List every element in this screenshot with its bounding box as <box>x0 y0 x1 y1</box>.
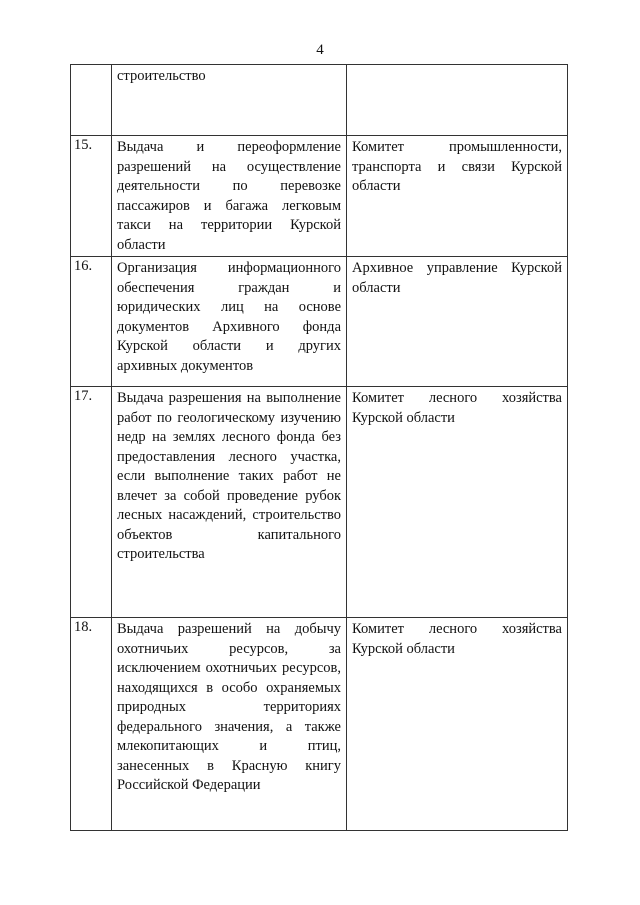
service-description: строительство <box>112 65 347 136</box>
table-row <box>71 618 568 831</box>
responsible-authority: Комитет лесного хозяйства Курской области <box>347 618 568 831</box>
service-description: Выдача разрешений на добычу охотничьих ресурсов, за исключением охотничьих ресурсов, находящихся в особо охраняемых природных территориях федерального значения, а также млекопитающих и птиц, занесенных в Красную книгу Российской Федерации <box>112 618 347 831</box>
row-number: 15. <box>71 136 112 257</box>
row-number <box>71 65 112 136</box>
service-description: Организация информационного обеспечения граждан и юридических лиц на основе документов Архивного фонда Курской области и других архивных документов <box>112 257 347 387</box>
row-number: 16. <box>71 257 112 387</box>
table-row <box>71 65 568 136</box>
row-number: 18. <box>71 618 112 831</box>
responsible-authority: Архивное управление Курской области <box>347 257 568 387</box>
responsible-authority: Комитет лесного хозяйства Курской области <box>347 387 568 618</box>
responsible-authority: Комитет промышленности, транспорта и связи Курской области <box>347 136 568 257</box>
row-number: 17. <box>71 387 112 618</box>
table-row <box>71 387 568 618</box>
table-row <box>71 136 568 257</box>
table-row <box>71 257 568 387</box>
services-table <box>70 64 568 831</box>
responsible-authority <box>347 65 568 136</box>
service-description: Выдача разрешения на выполнение работ по геологическому изучению недр на землях лесного фонда без предоставления лесного участка, если выполнение таких работ не влечет за собой проведение рубок лесных насаждений, строительство объектов капитального строительства <box>112 387 347 618</box>
service-description: Выдача и переоформление разрешений на осуществление деятельности по перевозке пассажиров и багажа легковым такси на территории Курской области <box>112 136 347 257</box>
page-number: 4 <box>316 42 324 58</box>
